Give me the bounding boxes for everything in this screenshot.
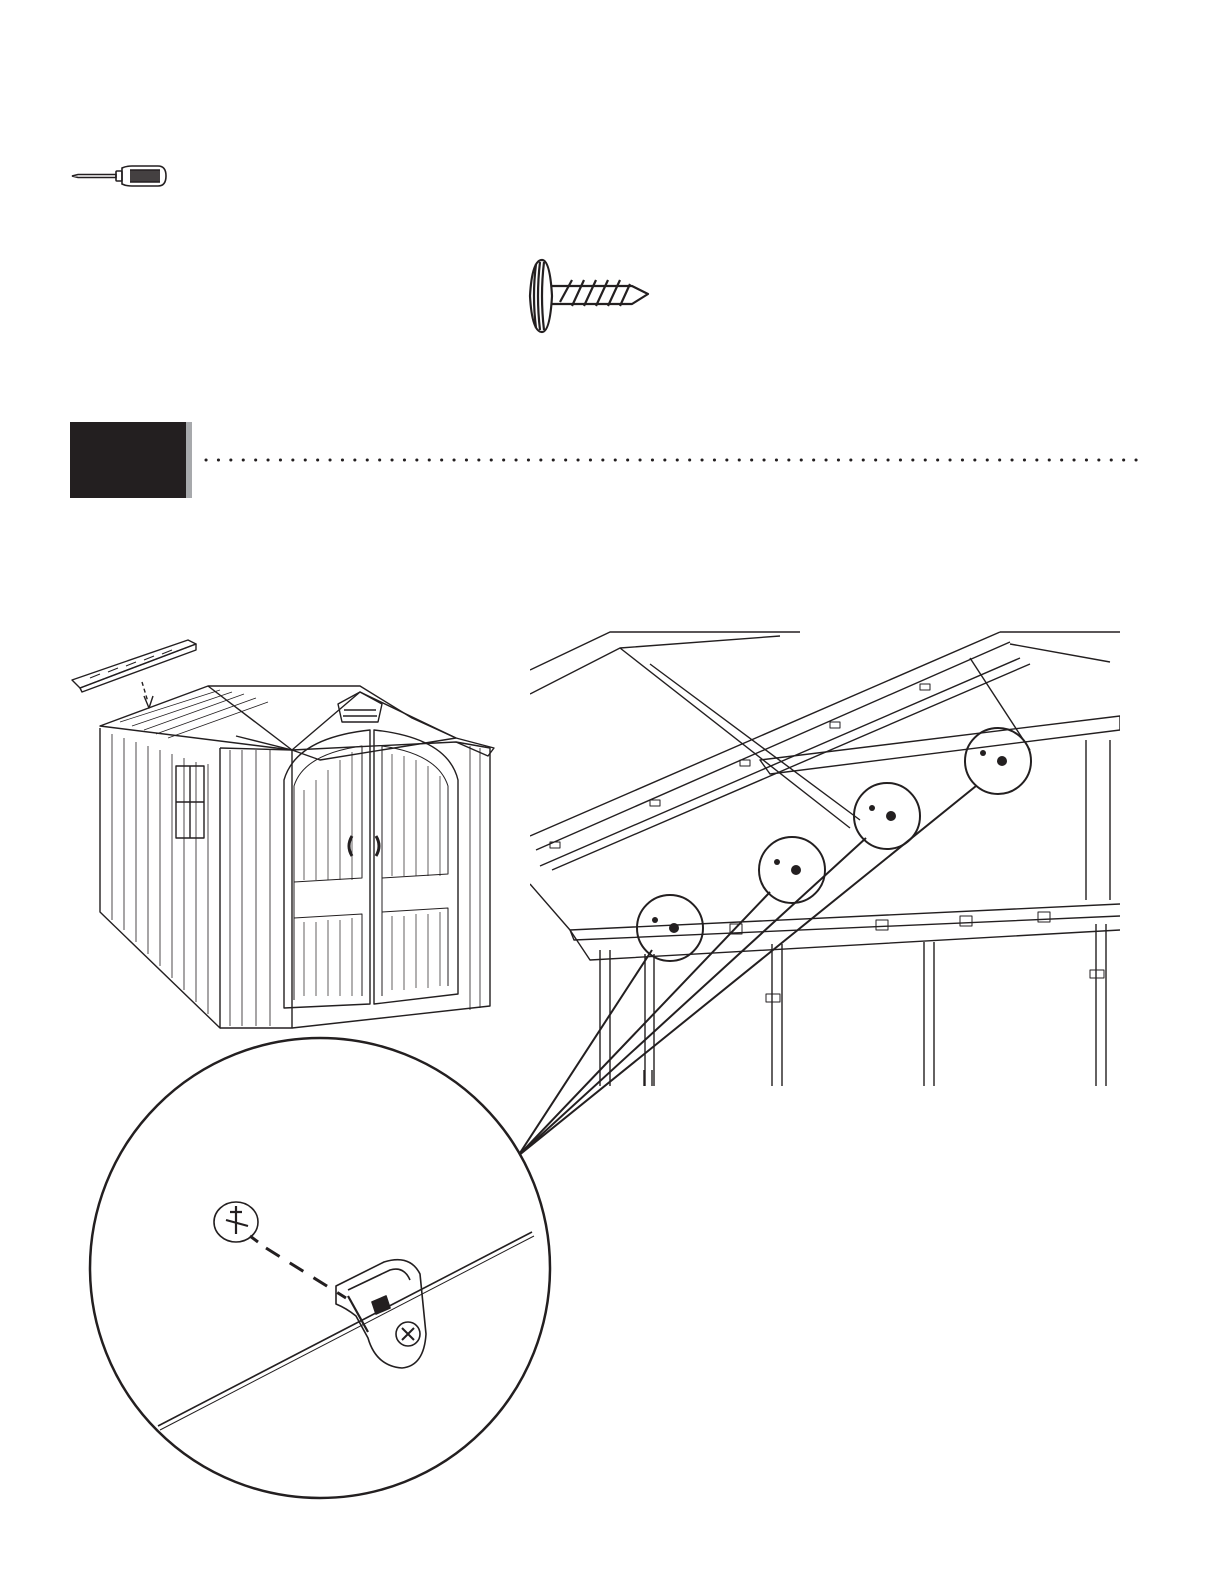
step-number-shadow bbox=[186, 422, 192, 498]
shed-overview-illustration bbox=[60, 630, 510, 1040]
screwdriver-icon bbox=[68, 158, 172, 192]
screw-icon bbox=[522, 256, 656, 336]
step-divider-dots bbox=[204, 452, 1148, 468]
screw-into-clip-zoom-illustration bbox=[86, 1036, 556, 1500]
step-number-block bbox=[70, 422, 192, 498]
step-number-badge bbox=[70, 422, 186, 498]
roof-ridge-detail-illustration bbox=[530, 630, 1120, 1086]
